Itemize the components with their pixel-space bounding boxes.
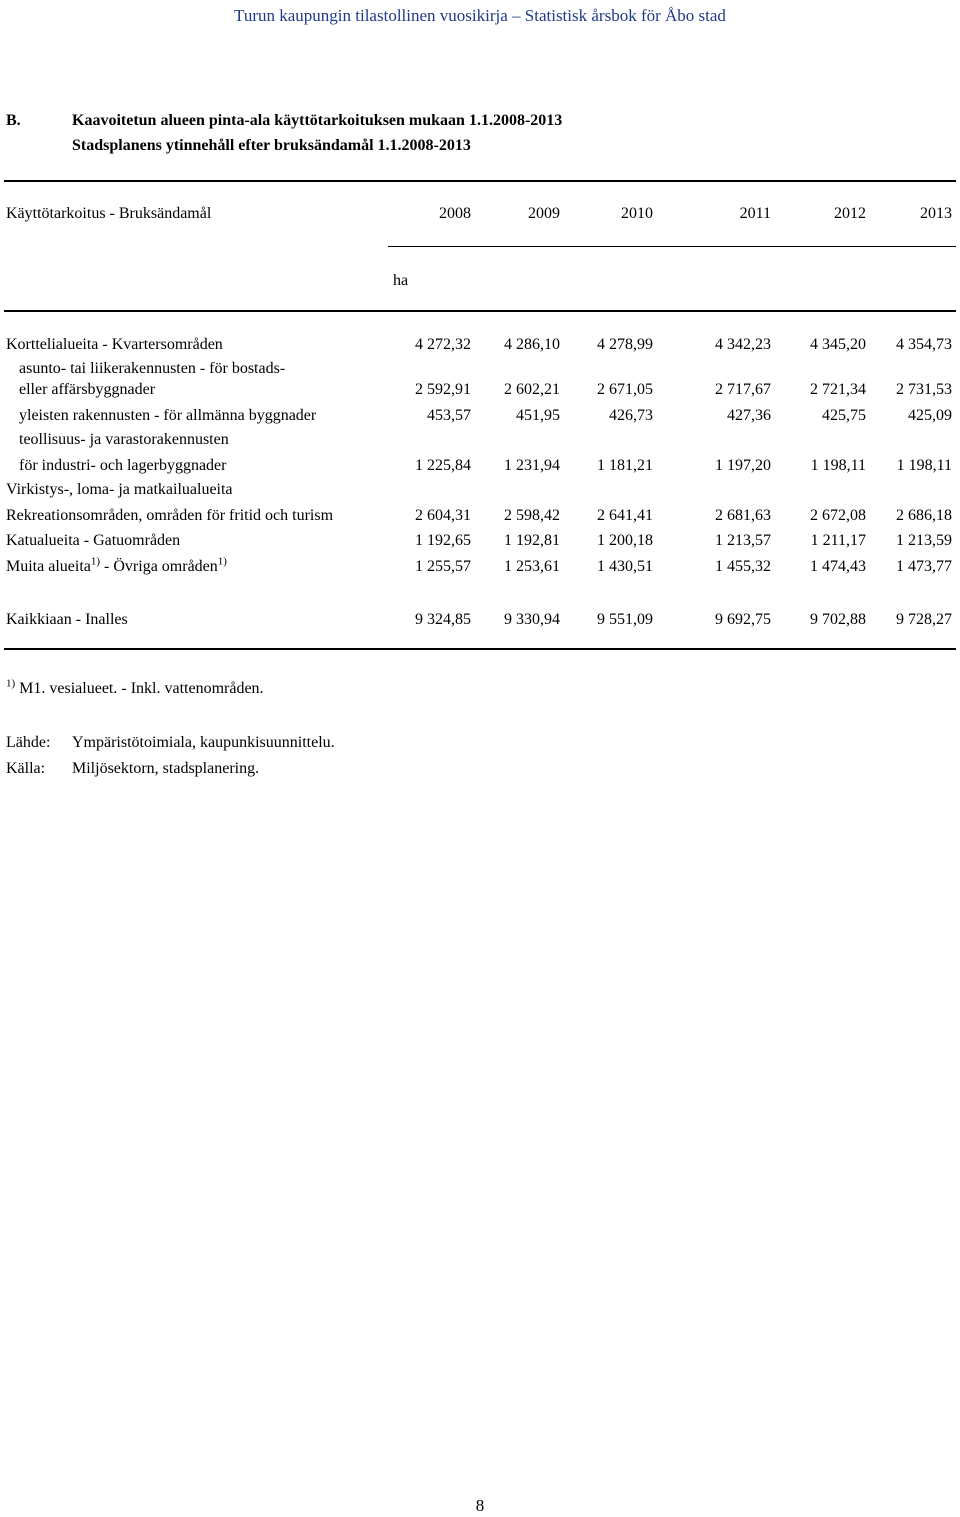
unit-label: ha [393, 272, 409, 289]
page-header: Turun kaupungin tilastollinen vuosikirja – Statistisk årsbok för Åbo stad [234, 6, 726, 25]
table-cell: 4 354,73 [896, 336, 952, 353]
column-header-label: Käyttötarkoitus - Bruksändamål [6, 205, 212, 222]
table-cell: 2 681,63 [715, 507, 771, 524]
table-cell: 4 342,23 [715, 336, 771, 353]
row-label: yleisten rakennusten - för allmänna byggnader [19, 407, 317, 424]
table-cell: 2 721,34 [810, 381, 866, 398]
source-sv-label: Källa: [6, 760, 46, 777]
table-cell: 1 213,57 [715, 532, 771, 549]
table-cell: 1 192,81 [504, 532, 560, 549]
page-number: 8 [475, 1496, 485, 1515]
footnote-ref: 1) [90, 555, 101, 568]
row-label: Virkistys-, loma- ja matkailualueita [6, 481, 233, 498]
row-label-part: Muita alueita [6, 558, 91, 575]
row-label: för industri- och lagerbyggnader [19, 457, 227, 474]
row-label: asunto- tai liikerakennusten - för bostads- [19, 360, 286, 377]
table-cell: 1 430,51 [597, 558, 653, 575]
header-bottom-rule [4, 310, 956, 312]
table-cell: 9 324,85 [415, 611, 471, 628]
row-label: eller affärsbyggnader [19, 381, 156, 398]
table-cell: 1 473,77 [896, 558, 952, 575]
table-title-sv: Stadsplanens ytinnehåll efter bruksändamål 1.1.2008-2013 [72, 137, 471, 154]
table-cell: 1 197,20 [715, 457, 771, 474]
row-label: teollisuus- ja varastorakennusten [19, 431, 229, 448]
year-header-2009: 2009 [528, 205, 560, 222]
footnote [6, 677, 264, 698]
table-cell: 1 211,17 [810, 532, 866, 549]
table-cell: 2 641,41 [597, 507, 653, 524]
table-cell: 9 330,94 [504, 611, 560, 628]
table-cell: 427,36 [727, 407, 771, 424]
table-cell: 9 692,75 [715, 611, 771, 628]
row-label: Kaikkiaan - Inalles [6, 611, 128, 628]
row-label: Korttelialueita - Kvartersområden [6, 336, 223, 353]
table-cell: 1 474,43 [810, 558, 866, 575]
source-fi-text: Ympäristötoimiala, kaupunkisuunnittelu. [72, 734, 335, 751]
table-cell: 1 198,11 [810, 457, 866, 474]
table-cell: 2 686,18 [896, 507, 952, 524]
table-cell: 2 717,67 [715, 381, 771, 398]
table-cell: 9 551,09 [597, 611, 653, 628]
source-sv-text: Miljösektorn, stadsplanering. [72, 760, 260, 777]
section-letter: B. [6, 112, 21, 129]
footnote-mark: 1) [6, 677, 16, 690]
year-header-2011: 2011 [739, 205, 771, 222]
row-label: Rekreationsområden, områden för fritid och turism [6, 507, 334, 524]
table-cell: 1 253,61 [504, 558, 560, 575]
row-label-part: - Övriga områden [100, 558, 218, 575]
footnote-ref: 1) [217, 555, 227, 568]
table-cell: 425,09 [908, 407, 952, 424]
table-cell: 4 345,20 [810, 336, 866, 353]
top-rule [4, 180, 956, 182]
table-cell: 2 602,21 [504, 381, 560, 398]
table-cell: 2 604,31 [415, 507, 471, 524]
table-cell: 2 672,08 [810, 507, 866, 524]
year-header-2010: 2010 [621, 205, 653, 222]
row-label [6, 555, 227, 576]
table-cell: 2 598,42 [504, 507, 560, 524]
table-cell: 425,75 [822, 407, 866, 424]
unit-rule [388, 246, 956, 247]
table-cell: 9 702,88 [810, 611, 866, 628]
table-cell: 9 728,27 [896, 611, 952, 628]
footnote-text: M1. vesialueet. - Inkl. vattenområden. [15, 680, 264, 697]
table-cell: 1 198,11 [896, 457, 952, 474]
table-cell: 1 455,32 [715, 558, 771, 575]
bottom-rule [4, 648, 956, 650]
table-cell: 4 272,32 [415, 336, 471, 353]
table-cell: 1 192,65 [415, 532, 471, 549]
table-cell: 451,95 [516, 407, 560, 424]
table-cell: 1 225,84 [415, 457, 471, 474]
table-cell: 1 255,57 [415, 558, 471, 575]
table-title-fi: Kaavoitetun alueen pinta-ala käyttötarkoituksen mukaan 1.1.2008-2013 [72, 112, 563, 129]
table-cell: 1 213,59 [896, 532, 952, 549]
table-cell: 453,57 [427, 407, 471, 424]
table-cell: 1 200,18 [597, 532, 653, 549]
table-cell: 4 286,10 [504, 336, 560, 353]
table-cell: 4 278,99 [597, 336, 653, 353]
year-header-2008: 2008 [439, 205, 471, 222]
table-cell: 1 181,21 [597, 457, 653, 474]
table-cell: 2 731,53 [896, 381, 952, 398]
table-cell: 2 592,91 [415, 381, 471, 398]
table-cell: 2 671,05 [597, 381, 653, 398]
source-fi-label: Lähde: [6, 734, 51, 751]
table-cell: 426,73 [609, 407, 653, 424]
year-header-2013: 2013 [920, 205, 952, 222]
row-label: Katualueita - Gatuområden [6, 532, 181, 549]
table-cell: 1 231,94 [504, 457, 560, 474]
year-header-2012: 2012 [834, 205, 866, 222]
